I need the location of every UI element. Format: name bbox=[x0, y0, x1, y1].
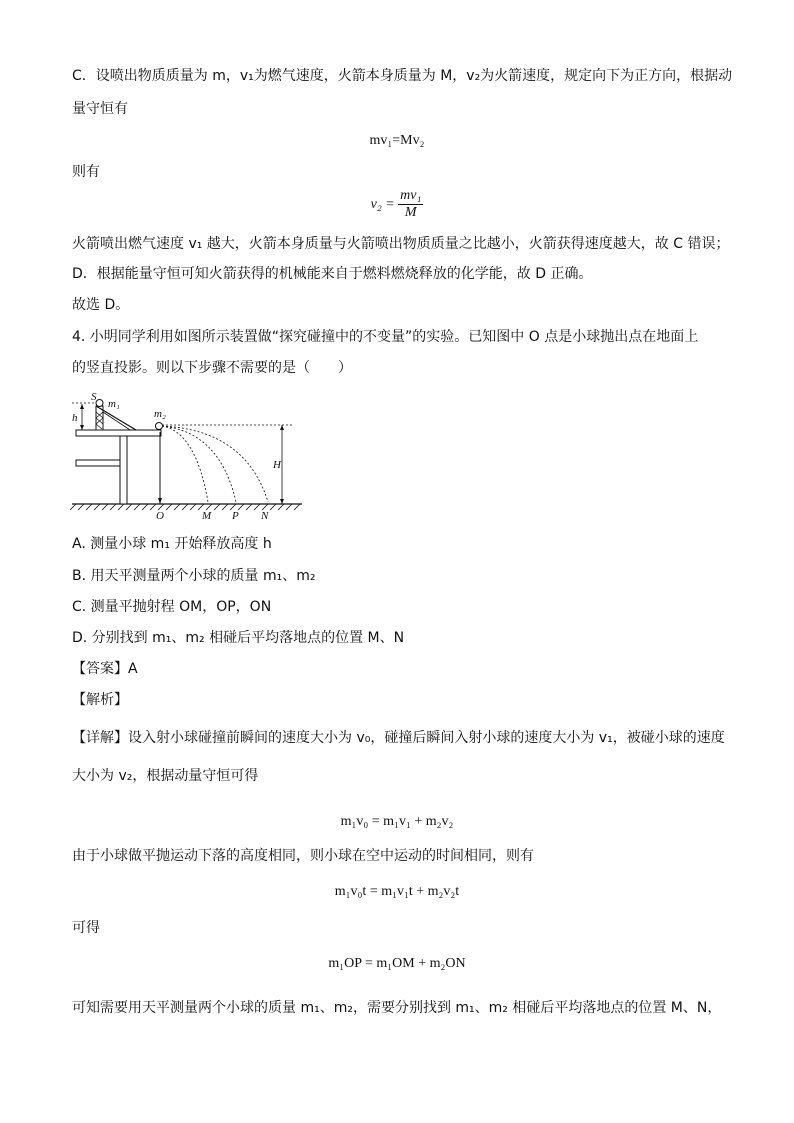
eq2-denominator: M bbox=[404, 205, 417, 221]
label-h: h bbox=[72, 412, 78, 424]
text-line: 可知需要用天平测量两个小球的质量 m₁、m₂，需要分别找到 m₁、m₂ 相碰后平均落地点的位置 M、N， bbox=[72, 1000, 722, 1016]
question-4-stem: 4. 小明同学利用如图所示装置做“探究碰撞中的不变量”的实验。已知图中 O 点是小球抛出点在地面上 bbox=[72, 329, 699, 345]
eq2-fraction bbox=[398, 188, 423, 221]
text-line: 可得 bbox=[72, 920, 100, 936]
eq2-numerator: mv₁ bbox=[400, 188, 422, 204]
option-d: D. 分别找到 m₁、m₂ 相碰后平均落地点的位置 M、N bbox=[72, 630, 405, 646]
text-line: 量守恒有 bbox=[72, 101, 128, 117]
label-n: N bbox=[261, 510, 269, 522]
collision-experiment-figure bbox=[70, 392, 310, 522]
option-b: B. 用天平测量两个小球的质量 m₁、m₂ bbox=[72, 568, 316, 584]
equation-momentum-time: m₁v₀t = m₁v₁t + m₂v₂t bbox=[334, 884, 460, 899]
analysis-label: 【解析】 bbox=[72, 692, 128, 708]
option-a: A. 测量小球 m₁ 开始释放高度 h bbox=[72, 536, 272, 552]
label-m1: m₁ bbox=[108, 398, 120, 410]
question-4-stem-cont: 的竖直投影。则以下步骤不需要的是（ ） bbox=[72, 360, 352, 376]
equation-momentum-1: mv₁=Mv₂ bbox=[369, 133, 425, 148]
text-line-c-option: C．设喷出物质质量为 m，v₁为燃气速度，火箭本身质量为 M，v₂为火箭速度，规定向下为正方向，根据动 bbox=[72, 68, 733, 84]
equation-v2-fraction bbox=[0, 188, 794, 222]
label-m2: m₂ bbox=[154, 408, 166, 420]
label-big-h: H bbox=[273, 459, 281, 471]
detail-line-2: 大小为 v₂，根据动量守恒可得 bbox=[72, 768, 259, 784]
text-line-d-option: D．根据能量守恒可知火箭获得的机械能来自于燃料燃烧释放的化学能，故 D 正确。 bbox=[72, 266, 593, 282]
text-line-choice: 故选 D。 bbox=[72, 297, 130, 313]
text-line: 则有 bbox=[72, 164, 100, 180]
label-m: M bbox=[202, 510, 212, 522]
label-s: S bbox=[91, 392, 97, 403]
detail-line-1: 【详解】设入射小球碰撞前瞬间的速度大小为 v₀，碰撞后瞬间入射小球的速度大小为 v₁，被碰小球的速度 bbox=[72, 730, 725, 746]
text-line: 由于小球做平抛运动下落的高度相同，则小球在空中运动的时间相同，则有 bbox=[72, 848, 534, 864]
answer-label: 【答案】A bbox=[72, 661, 138, 677]
equation-distance: m₁OP = m₁OM + m₂ON bbox=[328, 956, 466, 971]
equation-momentum-2: m₁v₀ = m₁v₁ + m₂v₂ bbox=[340, 814, 454, 829]
label-p: P bbox=[232, 510, 239, 522]
eq2-lhs: v₂ = bbox=[370, 197, 395, 212]
option-c: C. 测量平抛射程 OM，OP，ON bbox=[72, 599, 272, 615]
label-o: O bbox=[156, 510, 164, 522]
text-line: 火箭喷出燃气速度 v₁ 越大，火箭本身质量与火箭喷出物质质量之比越小，火箭获得速度越大，故 C 错误； bbox=[72, 236, 730, 252]
